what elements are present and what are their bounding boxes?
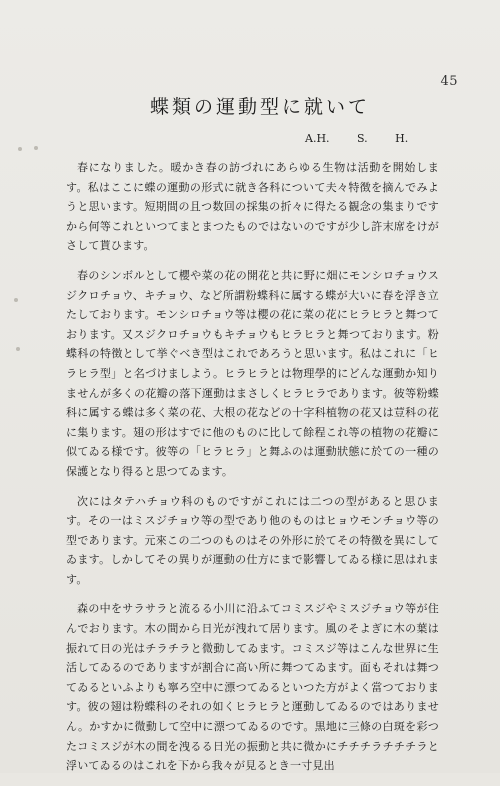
paper-speck [18, 147, 22, 151]
paper-speck [16, 347, 20, 351]
body-text [66, 158, 439, 786]
page-number: 45 [440, 74, 458, 89]
paper-speck [34, 146, 38, 150]
paragraph: 春になりました。暖かき春の訪づれにあらゆる生物は活動を開始します。私はここに蝶の運動の形式に就き各科について夫々特徴を摘んでみようと思います。短期間の且つ数回の採集の折々に得たる観念の集まりですから何等これといつてまとまつたものではないのですが少し許末席をけがさして貰ひます。 [66, 161, 439, 253]
author-initials: A.H. S. H. [305, 132, 409, 145]
paper-speck [14, 298, 18, 302]
paragraph: 次にはタテハチョウ科のものですがこれには二つの型があると思ひます。その一はミスジチョウ等の型であり他のものはヒョウモンチョウ等の型であります。元來この二つのものはその外形に於てその特徴を異にしてゐます。しかしてその異りが運動の仕方にまで影響してゐる様に思はれます。 [66, 494, 439, 586]
page-title: 蝶類の運動型に就いて [149, 96, 370, 118]
paragraph: 春のシンボルとして櫻や菜の花の開花と共に野に畑にモンシロチョウスジクロチョウ、キチョウ、など所謂粉蝶科に属する蝶が大いに春を浮き立たしております。モンシロチョウ等は櫻の花に菜の花にヒラヒラと舞つております。又スジクロチョウもキチョウもヒラヒラと舞つております。粉蝶科の特徴として挙ぐべき型はこれであろうと思います。私はこれに「ヒラヒラ型」と名づけましよう。ヒラヒラとは物理學的にどんな運動か知りませんが多くの花瓣の落下運動はまさしくヒラヒラであります。彼等粉蝶科に属する蝶は多く菜の花、大根の花などの十字科植物の花又は荳科の花に集ります。翅の形はすでに他のものに比して餘程これ等の植物の花瓣に似てゐる様です。彼等の「ヒラヒラ」と舞ふのは運動狀態に於ての一種の保護となり得ると思つてゐます。 [66, 268, 439, 478]
paragraph: 森の中をサラサラと流るる小川に沿ふてコミスジやミスジチョウ等が住んでおります。木の間から日光が洩れて居ります。風のそよぎに木の葉は振れて日の光はチラチラと微動してゐます。コミスジ等はこんな世界に生活してゐるのでありますが割合に高い所に舞つてゐます。面もそれは舞つてゐるといふよりも寧ろ空中に漂つてゐるといつた方がよく當つております。彼の翅は粉蝶科のそれの如くヒラヒラと運動してゐるのではありません。かすかに微動して空中に漂つてゐるのです。黒地に三條の白斑を彩つたコミスジが木の間を洩るる日光の振動と共に微かにチチチラチチチラと浮いてゐるのはこれを下から我々が見るとき一寸見出 [66, 602, 439, 773]
